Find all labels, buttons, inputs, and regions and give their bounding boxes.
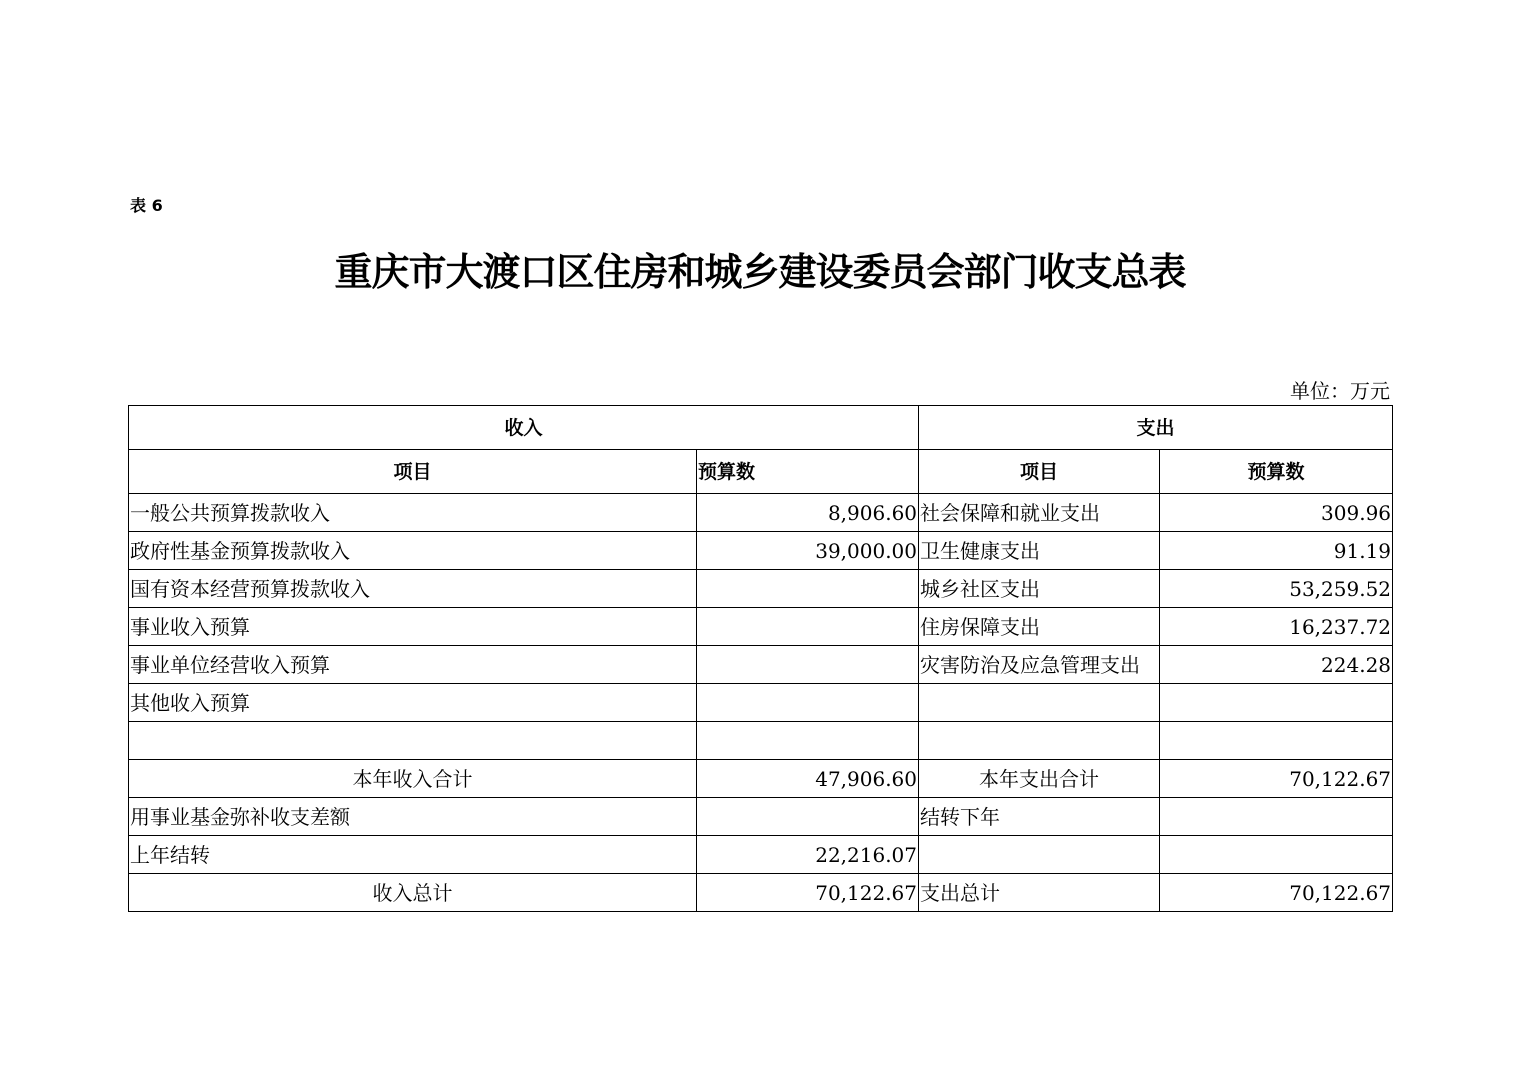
income-item-cell: 国有资本经营预算拨款收入 [129, 570, 697, 608]
table-row [129, 570, 1393, 608]
expense-value-cell [1160, 722, 1393, 760]
income-value-cell: 22,216.07 [697, 836, 919, 874]
unit-label: 单位：万元 [1290, 379, 1390, 403]
income-value-cell [697, 684, 919, 722]
table-row [129, 836, 1393, 874]
income-value-cell: 8,906.60 [697, 494, 919, 532]
income-item-cell: 政府性基金预算拨款收入 [129, 532, 697, 570]
income-total-value: 70,122.67 [697, 874, 919, 912]
expense-total-label: 支出总计 [919, 874, 1160, 912]
expense-subtotal-label: 本年支出合计 [919, 760, 1160, 798]
income-item-cell: 一般公共预算拨款收入 [129, 494, 697, 532]
expense-item-cell [919, 684, 1160, 722]
expense-item-header: 项目 [919, 450, 1160, 494]
table-row [129, 722, 1393, 760]
expense-item-cell [919, 722, 1160, 760]
expense-budget-header: 预算数 [1160, 450, 1393, 494]
budget-summary-table [128, 405, 1393, 912]
expense-item-cell: 社会保障和就业支出 [919, 494, 1160, 532]
table-row [129, 684, 1393, 722]
expense-value-cell: 309.96 [1160, 494, 1393, 532]
income-total-label: 收入总计 [129, 874, 697, 912]
income-subtotal-value: 47,906.60 [697, 760, 919, 798]
income-value-cell: 39,000.00 [697, 532, 919, 570]
income-value-cell [697, 646, 919, 684]
table-row [129, 646, 1393, 684]
expense-group-header: 支出 [919, 406, 1393, 450]
expense-value-cell [1160, 798, 1393, 836]
expense-item-cell: 城乡社区支出 [919, 570, 1160, 608]
expense-item-cell: 结转下年 [919, 798, 1160, 836]
income-item-cell: 事业单位经营收入预算 [129, 646, 697, 684]
table-number: 表 6 [130, 196, 163, 215]
expense-item-cell: 卫生健康支出 [919, 532, 1160, 570]
table-row [129, 608, 1393, 646]
expense-value-cell: 224.28 [1160, 646, 1393, 684]
column-header-row [129, 450, 1393, 494]
grand-total-row [129, 874, 1393, 912]
income-item-cell: 上年结转 [129, 836, 697, 874]
expense-value-cell [1160, 684, 1393, 722]
income-value-cell [697, 722, 919, 760]
income-value-cell [697, 798, 919, 836]
expense-item-cell: 灾害防治及应急管理支出 [919, 646, 1160, 684]
income-item-header: 项目 [129, 450, 697, 494]
table-row [129, 532, 1393, 570]
income-value-cell [697, 608, 919, 646]
expense-total-value: 70,122.67 [1160, 874, 1393, 912]
table-row [129, 494, 1393, 532]
income-item-cell: 其他收入预算 [129, 684, 697, 722]
expense-value-cell [1160, 836, 1393, 874]
expense-item-cell: 住房保障支出 [919, 608, 1160, 646]
expense-value-cell: 53,259.52 [1160, 570, 1393, 608]
table-row [129, 798, 1393, 836]
income-item-cell [129, 722, 697, 760]
group-header-row [129, 406, 1393, 450]
document-title: 重庆市大渡口区住房和城乡建设委员会部门收支总表 [334, 250, 1186, 294]
income-group-header: 收入 [129, 406, 919, 450]
subtotal-row [129, 760, 1393, 798]
expense-value-cell: 91.19 [1160, 532, 1393, 570]
income-value-cell [697, 570, 919, 608]
expense-item-cell [919, 836, 1160, 874]
income-item-cell: 用事业基金弥补收支差额 [129, 798, 697, 836]
expense-value-cell: 16,237.72 [1160, 608, 1393, 646]
income-subtotal-label: 本年收入合计 [129, 760, 697, 798]
expense-subtotal-value: 70,122.67 [1160, 760, 1393, 798]
income-budget-header: 预算数 [697, 450, 919, 494]
income-item-cell: 事业收入预算 [129, 608, 697, 646]
